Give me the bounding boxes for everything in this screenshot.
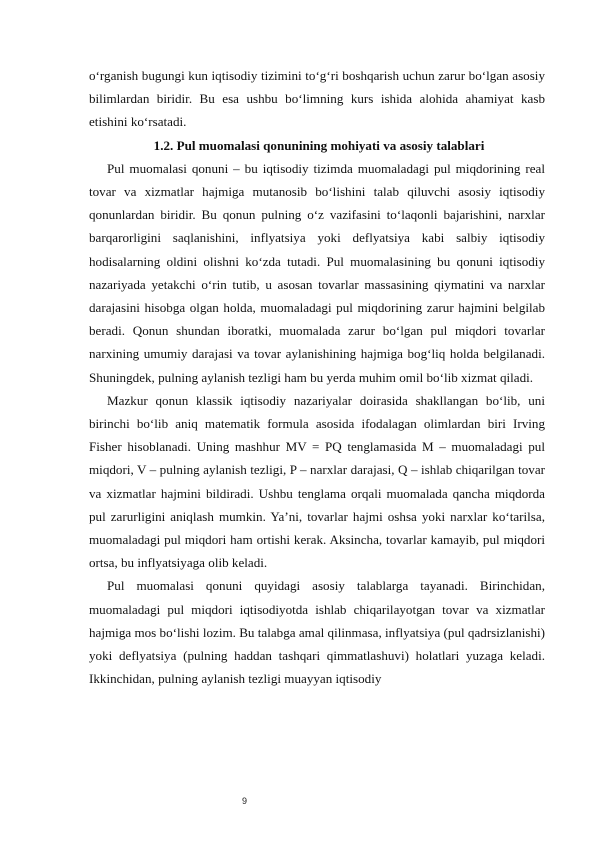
paragraph-law-definition: Pul muomalasi qonuni – bu iqtisodiy tizimda muomaladagi pul miqdorining real tovar va xizmatlar hajmiga mutanosib bo‘lishini talab qiluvchi asosiy iqtisodiy qonunlardan biridir. Bu qonun pulning o‘z vazifasini to‘laqonli bajarishini, narxlar barqarorligini saqlanishini, inflyatsiya yoki deflyatsiya kabi salbiy iqtisodiy hodisalarning oldini olishni ko‘zda tutadi. Pul muomalasining bu qonuni iqtisodiy nazariyada yetakchi o‘rin tutib, u asosan tovarlar massasining qiymatini va narxlar darajasini hisobga olgan holda, muomaladagi pul miqdorining zarur hajmini belgilab beradi. Qonun shundan iboratki, muomalada zarur bo‘lgan pul miqdori tovarlar narxining umumiy darajasi va tovar aylanishining hajmiga bog‘liq holda belgilanadi. Shuningdek, pulning aylanish tezligi ham bu yerda muhim omil bo‘lib xizmat qiladi. — [89, 160, 545, 385]
paragraph-fisher-equation: Mazkur qonun klassik iqtisodiy nazariyalar doirasida shakllangan bo‘lib, uni birinchi bo‘lib aniq matematik formula asosida ifodalagan olimlardan biri Irving Fisher hisoblanadi. Uning mashhur MV = PQ tenglamasida M – muomaladagi pul miqdori, V – pulning aylanish tezligi, P – narxlar darajasi, Q – ishlab chiqarilgan tovar va xizmatlar hajmini bildiradi. Ushbu tenglama orqali muomalada qancha miqdorda pul zarurligini aniqlash mumkin. Ya’ni, tovarlar hajmi oshsa yoki narxlar ko‘tarilsa, muomaladagi pul miqdori ham ortishi kerak. Aksincha, tovarlar kamayib, pul miqdori ortsa, bu inflyatsiyaga olib keladi. — [89, 392, 545, 571]
body-text — [89, 64, 545, 690]
section-heading: 1.2. Pul muomalasi qonunining mohiyati va asosiy talablari — [153, 137, 485, 153]
paragraph-continued: o‘rganish bugungi kun iqtisodiy tizimini to‘g‘ri boshqarish uchun zarur bo‘lgan asosiy bilimlardan biridir. Bu esa ushbu bo‘limning kurs ishida alohida ahamiyat kasb etishini ko‘rsatadi. — [89, 68, 545, 130]
paragraph-requirements: Pul muomalasi qonuni quyidagi asosiy talablarga tayanadi. Birinchidan, muomaladagi pul miqdori iqtisodiyotda ishlab chiqarilayotgan tovar va xizmatlar hajmiga mos bo‘lishi lozim. Bu talabga amal qilinmasa, inflyatsiya (pul qadrsizlanishi) yoki deflyatsiya (pulning haddan tashqari qimmatlashuvi) holatlari yuzaga keladi. Ikkinchidan, pulning aylanish tezligi muayyan iqtisodiy — [89, 578, 546, 687]
page-number: 9 — [242, 796, 248, 806]
